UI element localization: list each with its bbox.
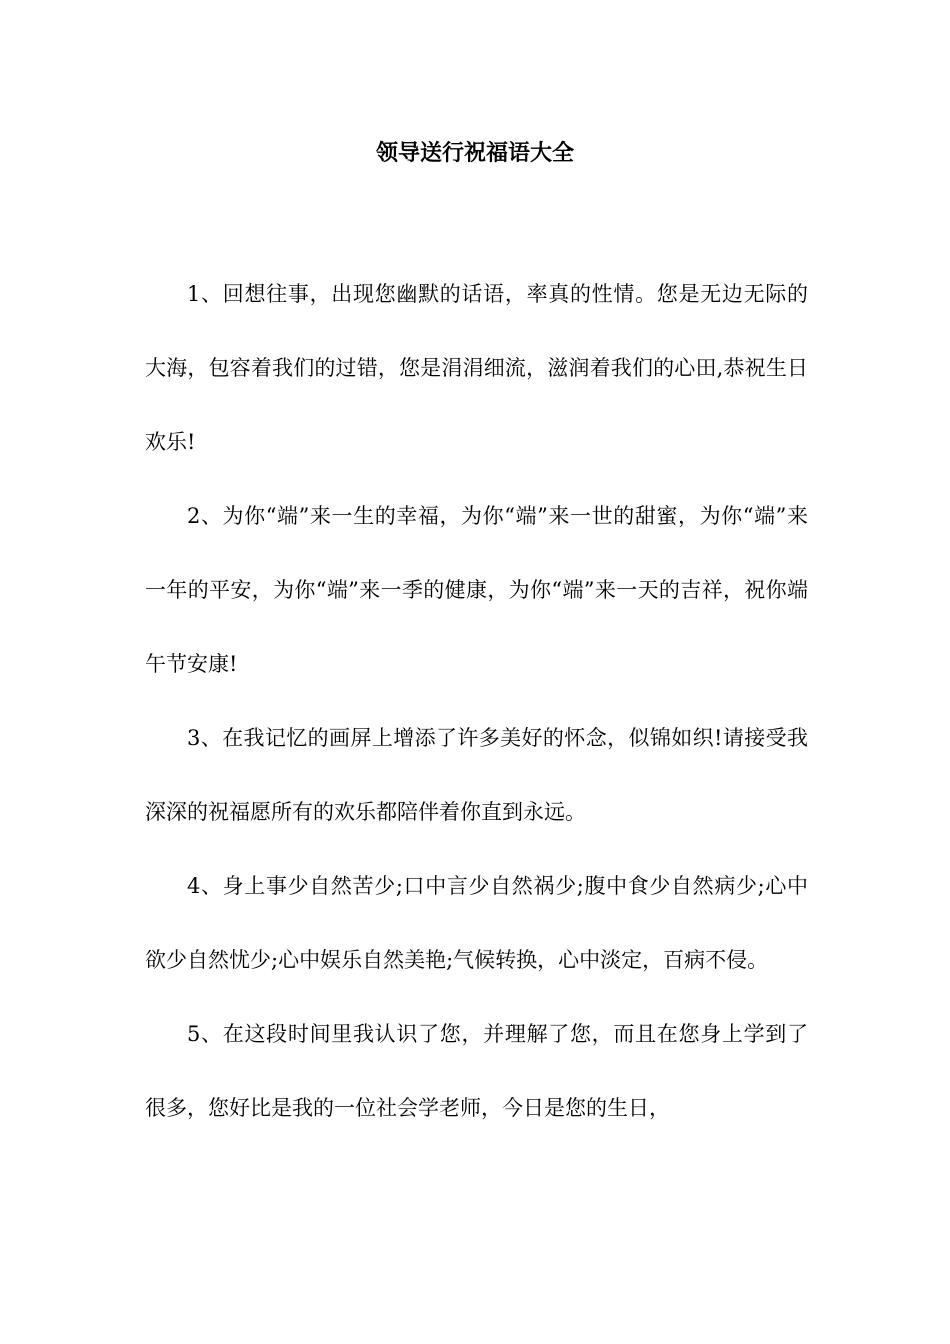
paragraph-1: 1、回想往事，出现您幽默的话语，率真的性情。您是无边无际的大海，包容着我们的过错，您是涓涓细流，滋润着我们的心田,恭祝生日欢乐! (145, 282, 808, 454)
document-body (145, 257, 808, 1145)
paragraph-5: 5、在这段时间里我认识了您，并理解了您，而且在您身上学到了很多，您好比是我的一位社会学老师，今日是您的生日， (145, 1022, 808, 1120)
paragraph-2: 2、为你“端”来一生的幸福，为你“端”来一世的甜蜜，为你“端”来一年的平安，为你“端”来一季的健康，为你“端”来一天的吉祥，祝你端午节安康! (145, 504, 808, 676)
paragraph-3: 3、在我记忆的画屏上增添了许多美好的怀念，似锦如织!请接受我深深的祝福愿所有的欢乐都陪伴着你直到永远。 (145, 726, 808, 824)
paragraph-4: 4、身上事少自然苦少;口中言少自然祸少;腹中食少自然病少;心中欲少自然忧少;心中娱乐自然美艳;气候转换，心中淡定，百病不侵。 (145, 874, 808, 972)
document-title: 领导送行祝福语大全 (375, 140, 574, 166)
